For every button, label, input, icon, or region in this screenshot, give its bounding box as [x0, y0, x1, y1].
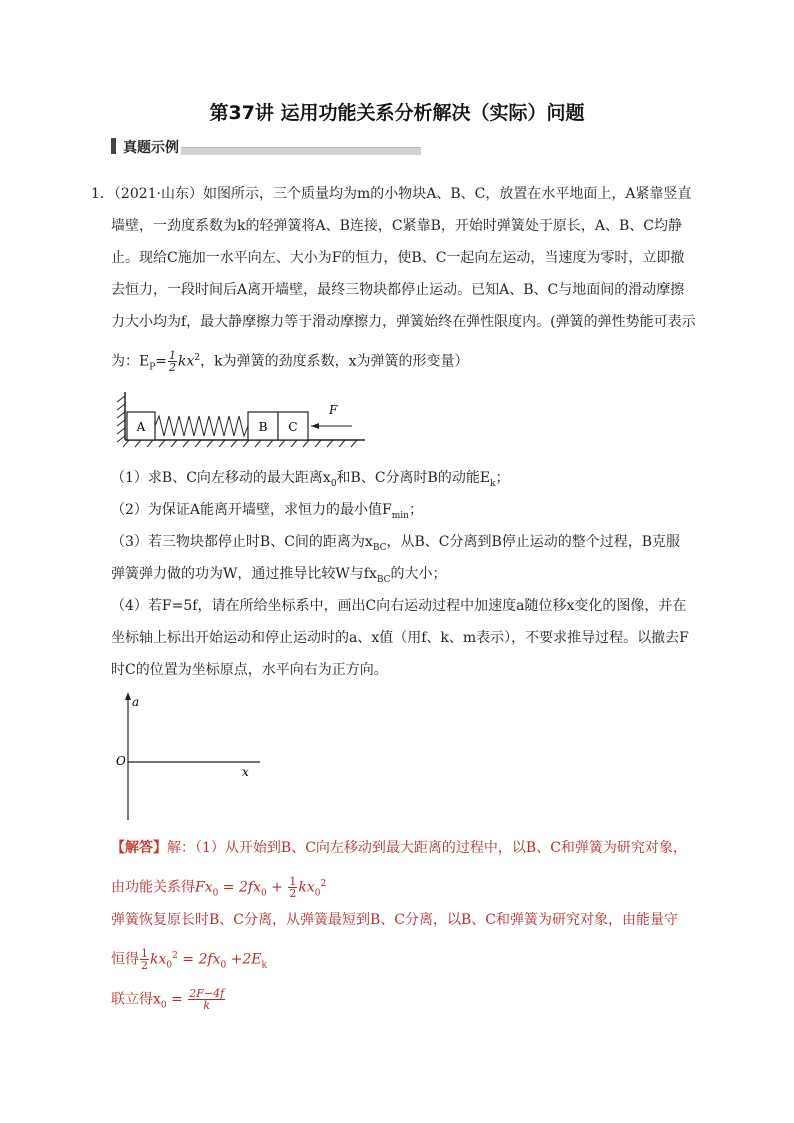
- fraction: $\frac{1}{2}$: [289, 875, 297, 901]
- fraction: $\frac{1}{2}$: [141, 947, 148, 973]
- block-c-label: C: [288, 420, 298, 434]
- origin-label: O: [116, 754, 126, 768]
- answer-line-3: 弹簧恢复原长时B、C分离，从弹簧最短到B、C分离，以B、C和弹簧为研究对象，由能量守: [111, 912, 678, 928]
- problem-number: 1．: [91, 186, 114, 202]
- question-3-line-2: 弹簧弹力做的功为W，通过推导比较W与$fx_{BC}$的大小；: [111, 566, 447, 585]
- section-rule: [181, 147, 421, 155]
- question-4-line-1: （4）若F=5f，请在所给坐标系中，画出C向右运动过程中加速度a随位移x变化的图像，并在: [111, 598, 687, 614]
- problem-line-3: 止。现给C施加一水平向左、大小为F的恒力，使B、C一起向左运动，当速度为零时，立即撤: [111, 250, 685, 266]
- answer-tag: 【解答】: [111, 840, 167, 856]
- force-label: F: [329, 403, 338, 417]
- force-arrowhead: [311, 423, 319, 429]
- problem-line-1: 1．（2021·山东）如图所示，三个质量均为m的小物块A、B、C，放置在水平地面上，A紧靠竖直: [91, 186, 692, 202]
- wall-hatch: [117, 396, 125, 442]
- section-marker: [111, 138, 116, 154]
- spring-block-figure: [115, 392, 375, 452]
- question-1: （1）求B、C向左移动的最大距离$x_0$和B、C分离时B的动能$E_k$；: [111, 470, 510, 489]
- answer-line-2: 由功能关系得$Fx_0 = 2fx_0$ + $\frac{1}{2}$ $kx_0^2$: [111, 875, 327, 901]
- y-axis-arrowhead: [125, 692, 131, 700]
- ground-hatch: [123, 440, 357, 447]
- question-3-line-1: （3）若三物块都停止时B、C间的距离为$x_{BC}$，从B、C分离到B停止运动的整个过程，B克服: [111, 534, 681, 553]
- coordinate-axes: [110, 692, 270, 822]
- section-label: 真题示例: [123, 140, 179, 156]
- fraction: $\frac{1}{2}$: [169, 349, 177, 375]
- problem-line-5: 力大小均为f，最大静摩擦力等于滑动摩擦力，弹簧始终在弹性限度内。(弹簧的弹性势能可表示: [111, 314, 696, 330]
- answer-line-5: 联立得$x_0$ = $\frac{2F-4f}{k}$: [111, 987, 225, 1012]
- spring: [155, 416, 248, 436]
- fraction: $\frac{2F-4f}{k}$: [189, 987, 225, 1012]
- block-b-label: B: [258, 420, 268, 434]
- question-4-line-3: 时C的位置为坐标原点，水平向右为正方向。: [111, 662, 388, 678]
- problem-line-6: 为：$E_P=$ $\frac{1}{2}$ $kx^2$，k为弹簧的劲度系数，x为弹簧的形变量）: [111, 349, 469, 375]
- problem-line-4: 去恒力，一段时间后A离开墙壁，最终三物块都停止运动。已知A、B、C与地面间的滑动摩擦: [111, 282, 685, 298]
- question-2: （2）为保证A能离开墙壁，求恒力的最小值$F_{min}$；: [111, 502, 423, 521]
- answer-line-1: 【解答】解：（1）从开始到B、C向左移动到最大距离的过程中，以B、C和弹簧为研究对象，: [111, 840, 687, 856]
- section-header: [111, 136, 411, 156]
- answer-line-4: 恒得 $\frac{1}{2}$ $kx_0^2 = 2fx_0 +2E_k$: [111, 947, 267, 973]
- question-4-line-2: 坐标轴上标出开始运动和停止运动时的a、x值（用f、k、m表示），不要求推导过程。以撤去F: [111, 630, 689, 646]
- y-axis-label: a: [132, 695, 140, 709]
- block-a-label: A: [136, 420, 146, 434]
- x-axis-label: x: [242, 765, 249, 779]
- problem-line-2: 墙壁，一劲度系数为k的轻弹簧将A、B连接，C紧靠B，开始时弹簧处于原长，A、B、C均静: [111, 218, 682, 234]
- page-title: 第37讲 运用功能关系分析解决（实际）问题: [209, 102, 585, 124]
